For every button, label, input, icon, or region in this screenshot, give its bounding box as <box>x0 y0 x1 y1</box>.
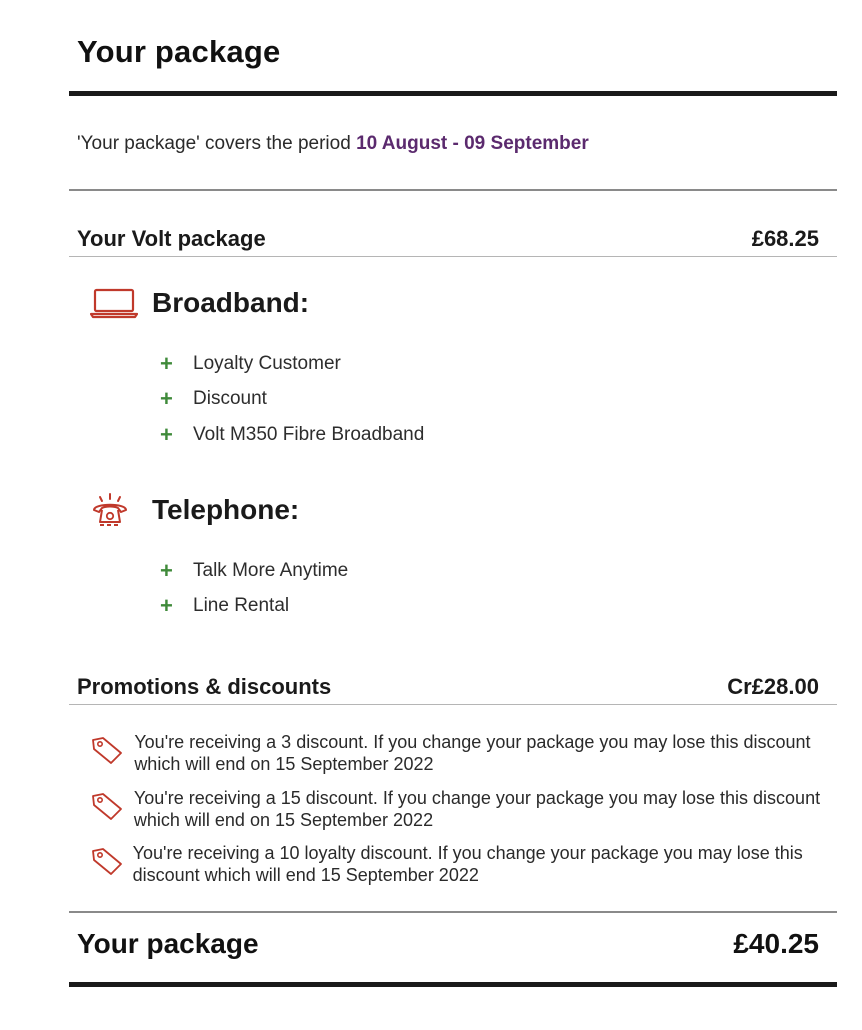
total-divider-top <box>69 911 837 913</box>
list-item <box>160 346 424 382</box>
list-item <box>160 417 424 453</box>
period-prefix: 'Your package' covers the period <box>77 133 351 154</box>
price-tag-icon <box>90 787 134 826</box>
total-divider-bottom <box>69 982 837 987</box>
plus-icon: + <box>160 386 173 412</box>
list-item-label: Talk More Anytime <box>193 559 349 581</box>
plus-icon: + <box>160 557 173 583</box>
promotion-text: You're receiving a 10 loyalty discount. If you change your package you may lose this discount which will end 15 September 2022 <box>132 843 803 885</box>
promotions-header <box>77 674 819 700</box>
plus-icon: + <box>160 593 173 619</box>
list-item <box>160 589 348 625</box>
volt-package-label: Your Volt package <box>77 226 266 251</box>
telephone-section <box>90 492 299 528</box>
laptop-icon <box>90 285 140 321</box>
total-price: £40.25 <box>733 928 819 959</box>
telephone-items <box>160 553 348 624</box>
plus-icon: + <box>160 421 173 447</box>
total-label: Your package <box>77 928 259 959</box>
telephone-label: Telephone: <box>152 494 300 525</box>
volt-package-divider <box>69 256 837 257</box>
promotions-label: Promotions & discounts <box>77 674 332 699</box>
promotions-amount: Cr£28.00 <box>727 674 819 699</box>
period-divider <box>69 189 837 191</box>
broadband-section <box>90 285 309 321</box>
promotion-item <box>90 731 835 775</box>
list-item-label: Line Rental <box>193 595 290 617</box>
promotion-text: You're receiving a 3 discount. If you change your package you may lose this discount which will end on 15 September 2022 <box>134 732 811 774</box>
period-text <box>77 133 589 155</box>
title-divider <box>69 91 837 96</box>
telephone-icon <box>90 492 140 528</box>
price-tag-icon <box>90 731 134 770</box>
price-tag-icon <box>90 842 133 881</box>
period-dates: 10 August - 09 September <box>356 133 589 154</box>
volt-package-price: £68.25 <box>751 226 819 251</box>
broadband-items <box>160 346 424 453</box>
broadband-label: Broadband: <box>152 287 310 318</box>
plus-icon: + <box>160 350 173 376</box>
list-item-label: Discount <box>193 388 267 410</box>
list-item-label: Loyalty Customer <box>193 352 341 374</box>
volt-package-header <box>77 226 819 252</box>
list-item <box>160 553 348 589</box>
promotion-item <box>90 787 835 831</box>
promotion-item <box>90 842 835 886</box>
page-title: Your package <box>77 34 281 69</box>
list-item-label: Volt M350 Fibre Broadband <box>193 423 425 445</box>
list-item <box>160 382 424 418</box>
promotion-text: You're receiving a 15 discount. If you change your package you may lose this discount which will end on 15 September 2022 <box>133 788 821 830</box>
promotions-divider <box>69 704 837 705</box>
total-header <box>77 928 819 960</box>
